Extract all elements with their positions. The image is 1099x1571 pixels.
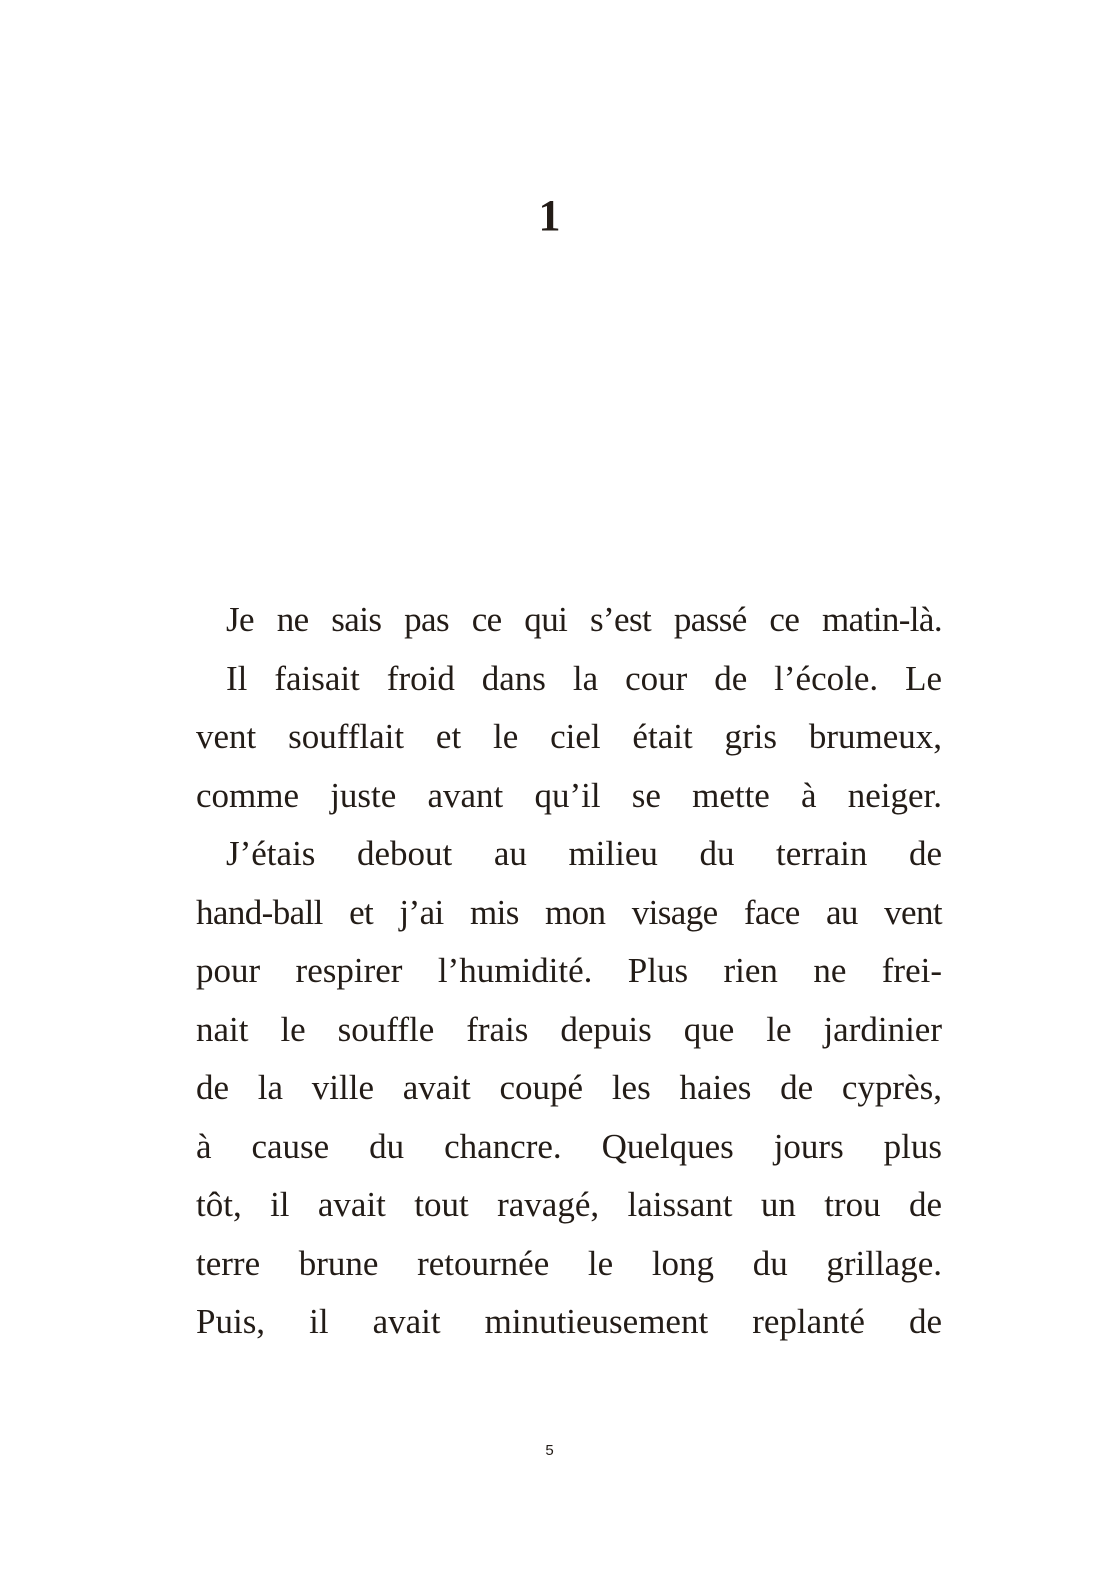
text-line: comme juste avant qu’il se mette à neiger. (196, 775, 942, 815)
text-line: J’étais debout au milieu du terrain de (226, 834, 942, 873)
body-text (196, 591, 942, 1352)
text-line: tôt, il avait tout ravagé, laissant un trou de (196, 1185, 942, 1224)
text-line: vent soufflait et le ciel était gris brumeux, (196, 717, 942, 756)
text-line: de la ville avait coupé les haies de cyprès, (196, 1068, 942, 1107)
text-line: pour respirer l’humidité. Plus rien ne frei- (196, 951, 942, 990)
chapter-number: 1 (538, 191, 561, 240)
text-line: Je ne sais pas ce qui s’est passé ce matin-là. (226, 600, 942, 639)
page-number: 5 (545, 1442, 554, 1459)
text-line: Il faisait froid dans la cour de l’école. Le (226, 658, 942, 698)
text-line: terre brune retournée le long du grillage. (196, 1243, 942, 1283)
text-line: nait le souffle frais depuis que le jardinier (196, 1009, 942, 1049)
text-line: à cause du chancre. Quelques jours plus (196, 1126, 942, 1166)
text-line: Puis, il avait minutieusement replanté de (196, 1302, 942, 1341)
text-line: hand-ball et j’ai mis mon visage face au vent (196, 892, 942, 932)
